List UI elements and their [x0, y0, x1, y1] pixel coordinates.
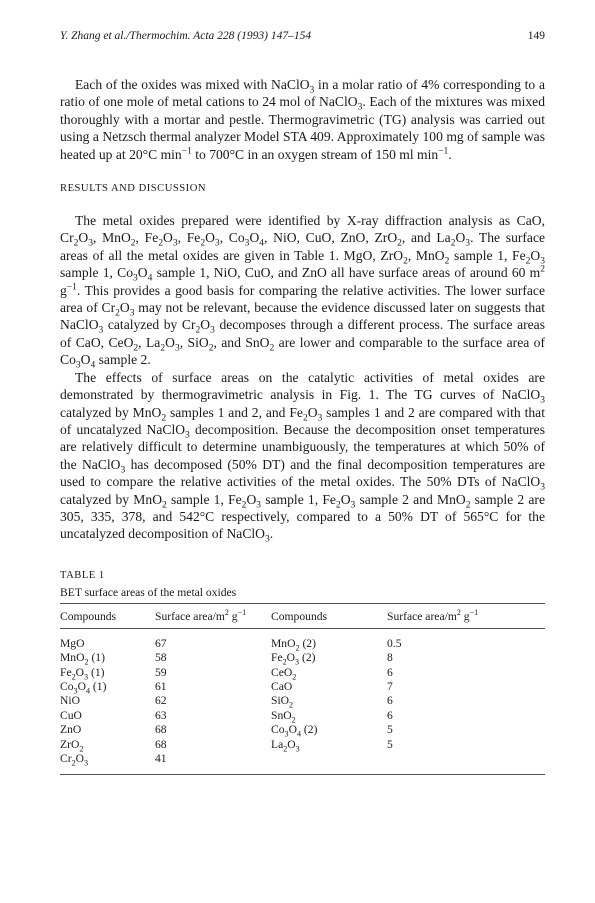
table-row — [60, 738, 545, 752]
surface-area-cell: 7 — [387, 679, 393, 693]
table-header-cell: Surface area/$m^2$ $g^{-1}$ — [155, 607, 247, 623]
paragraph-results-2: The effects of surface areas on the catalytic activities of metal oxides are demonstrated by thermogravimetric analysis in Fig. 1. The TG curves of NaClO$_3$ catalyzed by MnO$_2$ samples 1 and 2, and $Fe_2O_3$ samples 1 and 2 are compared with that of uncatalyzed NaClO$_3$ decomposition. Because the decomposition onset temperatures are relatively difficult to determine unambiguously, the temperatures at which 50% of the NaClO$_3$ has decomposed (50% DT) and the final decomposition temperatures are used to compare the relative activities of the metal oxides. The 50% DTs of NaClO$_3$ catalyzed by MnO$_2$ sample 1, $Fe_2O_3$ sample 1, $Fe_2O_3$ sample 2 and MnO$_2$ sample 2 are 305, 335, 378, and 542°C respectively, compared to a 50% DT of 565°C for the uncatalyzed decomposition of NaClO$_3$. — [60, 369, 545, 546]
surface-area-cell: 68 — [155, 737, 167, 751]
surface-area-cell: 41 — [155, 752, 167, 765]
surface-area-cell: 59 — [155, 665, 167, 679]
table-row — [60, 694, 545, 708]
table-row — [60, 752, 545, 775]
compound-cell: SnO$_2$ — [271, 708, 296, 725]
table-body — [60, 628, 545, 775]
compound-cell: ZnO — [60, 723, 82, 737]
table-row — [60, 709, 545, 723]
table-caption: BET surface areas of the metal oxides — [60, 585, 237, 599]
table-label: TABLE 1 — [60, 569, 105, 581]
compound-cell: CaO — [271, 679, 293, 693]
table-header-cell: Compounds — [271, 609, 328, 623]
compound-cell — [271, 752, 387, 775]
surface-area-cell: 0.5 — [387, 636, 402, 650]
surface-area-cell: 67 — [155, 636, 167, 650]
compound-cell: ZrO$_2$ — [60, 737, 84, 753]
table-row — [60, 723, 545, 737]
surface-area-cell — [387, 752, 545, 775]
surface-area-cell: 58 — [155, 651, 167, 665]
table-header-cell: Compounds — [60, 609, 117, 623]
surface-area-table — [60, 603, 545, 776]
running-header — [60, 30, 545, 46]
compound-cell: $La_2O_3$ — [271, 737, 300, 753]
table-header-cell: Surface area/$m^2$ $g^{-1}$ — [387, 607, 479, 623]
compound-cell: $Cr_2O_3$ — [60, 752, 89, 768]
compound-cell: $Fe_2O_3$ (2) — [271, 651, 316, 667]
compound-cell: $Co_3O_4$ (2) — [271, 723, 318, 739]
page-number: 149 — [527, 30, 545, 42]
compound-cell: $Fe_2O_3$ (1) — [60, 665, 105, 681]
running-title: Y. Zhang et al./Thermochim. Acta 228 (1993) 147–154 — [60, 30, 312, 42]
compound-cell: MnO$_2$ (1) — [60, 651, 105, 667]
table-row — [60, 680, 545, 694]
table-row — [60, 651, 545, 665]
compound-cell: SiO$_2$ — [271, 694, 294, 710]
table-row — [60, 666, 545, 680]
surface-area-cell: 5 — [387, 737, 393, 751]
compound-cell: MgO — [60, 636, 85, 650]
table-header-row — [60, 603, 545, 628]
surface-area-cell: 68 — [155, 723, 167, 737]
surface-area-cell: 6 — [387, 708, 393, 722]
paragraph-methods: Each of the oxides was mixed with NaClO$_3$ in a molar ratio of 4% corresponding to a ratio of one mole of metal cations to 24 mol of NaClO$_3$. Each of the mixtures was mixed thoroughly with a mortar and pestle. Thermogravimetric (TG) analysis was carried out using a Netzsch thermal analyzer Model STA 409. Approximately 100 mg of sample was heated up at 20°C $\min^{-1}$ to 700°C in an oxygen stream of 150 ml $\min^{-1}$. — [60, 77, 545, 162]
surface-area-cell: 62 — [155, 694, 167, 708]
paper-page — [60, 30, 545, 775]
compound-cell: $Co_3O_4$ (1) — [60, 679, 107, 696]
compound-cell: MnO$_2$ (2) — [271, 636, 316, 653]
surface-area-cell: 5 — [387, 723, 393, 737]
section-heading: RESULTS AND DISCUSSION — [60, 183, 207, 195]
compound-cell: NiO — [60, 694, 80, 708]
surface-area-cell: 61 — [155, 679, 167, 693]
paragraph-results-1: The metal oxides prepared were identified by X-ray diffraction analysis as CaO, $Cr_2O_3$, MnO$_2$, $Fe_2O_3$, $Fe_2O_3$, $Co_3O_4$, NiO, CuO, ZnO, ZrO$_2$, and $La_2O_3$. The surface areas of all the metal oxides are given in Table 1. MgO, ZrO$_2$, MnO$_2$ sample 1, $Fe_2O_3$ sample 1, $Co_3O_4$ sample 1, NiO, CuO, and ZnO all have surface areas of around 60 $m^2$ $g^{-1}$. This provides a good basis for comparing the relative activities. The lower surface area of $Cr_2O_3$ may not be relevant, because the evidence discussed later on suggests that NaClO$_3$ catalyzed by $Cr_2O_3$ decomposes through a different process. The surface areas of CaO, CeO$_2$, $La_2O_3$, SiO$_2$, and SnO$_2$ are lower and comparable to the surface area of $Co_3O_4$ sample 2. — [60, 213, 546, 371]
surface-area-cell: 63 — [155, 708, 167, 722]
surface-area-cell: 8 — [387, 651, 393, 665]
table-row — [60, 628, 545, 651]
compound-cell: CuO — [60, 708, 82, 722]
surface-area-cell: 6 — [387, 665, 393, 679]
compound-cell: CeO$_2$ — [271, 665, 297, 681]
surface-area-cell: 6 — [387, 694, 393, 708]
